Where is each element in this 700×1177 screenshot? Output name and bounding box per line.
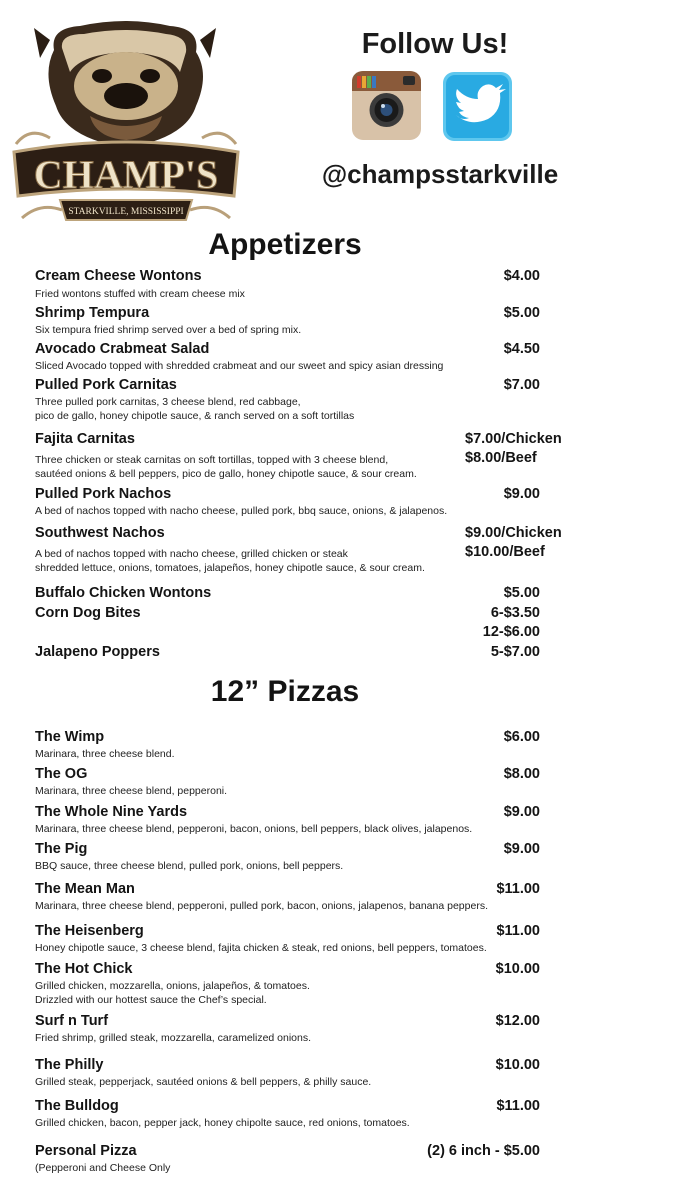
instagram-icon[interactable] [351,70,422,141]
menu-item-price: $9.00 [503,841,540,857]
menu-item-description: Honey chipotle sauce, 3 cheese blend, fajita chicken & steak, red onions, bell peppers, tomatoes. [35,942,487,954]
menu-item-price: 12-$6.00 [482,624,540,640]
menu-item-description: sautéed onions & bell peppers, pico de gallo, honey chipotle sauce, & sour cream. [35,468,417,480]
menu-item-price: 6-$3.50 [490,605,540,621]
menu-item-description: Grilled chicken, mozzarella, onions, jalapeños, & tomatoes. [35,980,310,992]
menu-item-description: Drizzled with our hottest sauce the Chef’s special. [35,994,267,1006]
menu-item-name: Personal Pizza [35,1143,137,1159]
menu-item-price: $5.00 [503,585,540,601]
menu-item-price: $11.00 [496,1098,540,1114]
social-handle[interactable]: @champsstarkville [321,159,559,189]
menu-item-price: $8.00/Beef [465,450,537,466]
menu-item-name: The Pig [35,841,88,857]
menu-item-price: (2) 6 inch - $5.00 [427,1143,540,1159]
menu-item-name: Avocado Crabmeat Salad [35,341,210,357]
menu-item-price: $7.00 [503,377,540,393]
menu-item-description: Six tempura fried shrimp served over a bed of spring mix. [35,324,302,336]
menu-item-name: Pulled Pork Carnitas [35,377,177,393]
menu-item-price: $9.00 [503,486,540,502]
menu-item-description: Fried wontons stuffed with cream cheese mix [35,288,245,300]
menu-item-name: Southwest Nachos [35,525,165,541]
menu-item-name: The Whole Nine Yards [35,804,188,820]
menu-item-price: $9.00/Chicken [465,525,562,541]
menu-item-description: BBQ sauce, three cheese blend, pulled pork, onions, bell peppers. [35,860,344,872]
menu-item-price: $10.00 [495,961,540,977]
menu-item-description: Marinara, three cheese blend, pepperoni, bacon, onions, bell peppers, black olives, jalapenos. [35,823,473,835]
menu-item-description: shredded lettuce, onions, tomatoes, jalapeños, honey chipotle sauce, & sour cream. [35,562,425,574]
menu-item-description: Marinara, three cheese blend, pepperoni. [35,785,228,797]
menu-item-name: The Bulldog [35,1098,119,1114]
champs-logo [10,14,242,224]
menu-item-description: pico de gallo, honey chipotle sauce, & ranch served on a soft tortillas [35,410,355,422]
menu-item-name: The OG [35,766,88,782]
menu-item-name: Cream Cheese Wontons [35,268,202,284]
menu-item-name: Shrimp Tempura [35,305,150,321]
menu-item-description: Fried shrimp, grilled steak, mozzarella, caramelized onions. [35,1032,312,1044]
menu-item-price: $5.00 [503,305,540,321]
menu-item-name: Buffalo Chicken Wontons [35,585,212,601]
menu-item-description: Marinara, three cheese blend. [35,748,175,760]
menu-item-name: Fajita Carnitas [35,431,135,447]
menu-item-price: $8.00 [503,766,540,782]
menu-item-description: A bed of nachos topped with nacho cheese, pulled pork, bbq sauce, onions, & jalapenos. [35,505,448,517]
menu-item-description: (Pepperoni and Cheese Only [35,1162,171,1174]
menu-item-description: Marinara, three cheese blend, pepperoni, pulled pork, bacon, onions, jalapenos, banana peppers. [35,900,488,912]
menu-item-description: Three chicken or steak carnitas on soft tortillas, topped with 3 cheese blend, [35,454,389,466]
menu-item-description: A bed of nachos topped with nacho cheese, grilled chicken or steak [35,548,348,560]
menu-item-name: The Mean Man [35,881,135,897]
menu-item-price: $9.00 [503,804,540,820]
menu-item-price: $4.00 [503,268,540,284]
menu-item-description: Three pulled pork carnitas, 3 cheese blend, red cabbage, [35,396,301,408]
menu-item-price: $10.00 [495,1057,540,1073]
menu-item-price: $6.00 [503,729,540,745]
menu-item-price: $12.00 [495,1013,540,1029]
menu-item-price: $4.50 [503,341,540,357]
twitter-icon[interactable] [442,71,513,142]
menu-item-name: The Heisenberg [35,923,144,939]
menu-item-description: Sliced Avocado topped with shredded crabmeat and our sweet and spicy asian dressing [35,360,444,372]
menu-item-price: $10.00/Beef [465,544,545,560]
menu-item-price: $11.00 [496,923,540,939]
menu-item-description: Grilled chicken, bacon, pepper jack, honey chipolte sauce, red onions, tomatoes. [35,1117,410,1129]
follow-us-heading: Follow Us! [361,28,509,60]
bulldog-image [34,21,216,148]
menu-item-price: 5-$7.00 [490,644,540,660]
pizzas-heading: 12” Pizzas [210,675,360,708]
logo-location: STARKVILLE, MISSISSIPPI [68,207,184,217]
logo-wordmark: CHAMP'S [33,152,219,197]
menu-item-price: $7.00/Chicken [465,431,562,447]
menu-item-name: The Philly [35,1057,104,1073]
menu-item-description: Grilled steak, pepperjack, sautéed onions & bell peppers, & philly sauce. [35,1076,372,1088]
appetizers-heading: Appetizers [208,228,362,261]
menu-item-name: Pulled Pork Nachos [35,486,172,502]
menu-item-name: The Hot Chick [35,961,133,977]
menu-item-price: $11.00 [496,881,540,897]
menu-item-name: Jalapeno Poppers [35,644,160,660]
menu-item-name: The Wimp [35,729,105,745]
menu-item-name: Surf n Turf [35,1013,109,1029]
menu-item-name: Corn Dog Bites [35,605,141,621]
